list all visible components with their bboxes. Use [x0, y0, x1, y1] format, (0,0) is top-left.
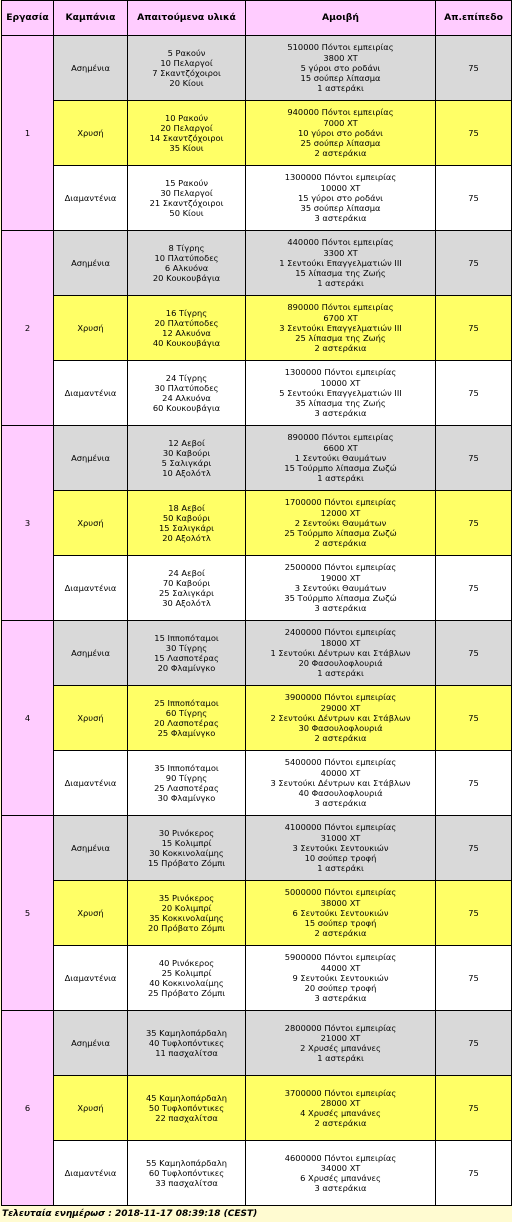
- task-number-cell: 4: [2, 621, 54, 816]
- materials-cell: 30 Ρινόκερος 15 Κολιμπρί 30 Κοκκινολαίμης 15 Πρόβατο Ζόμπι: [128, 816, 246, 881]
- level-cell: 75: [436, 231, 512, 296]
- campaign-cell: Διαμαντένια: [54, 166, 128, 231]
- table-row: [2, 101, 512, 166]
- table-row: [2, 556, 512, 621]
- campaign-cell: Διαμαντένια: [54, 751, 128, 816]
- campaign-cell: Χρυσή: [54, 686, 128, 751]
- campaign-cell: Χρυσή: [54, 101, 128, 166]
- level-cell: 75: [436, 1076, 512, 1141]
- campaign-cell: Χρυσή: [54, 881, 128, 946]
- campaign-cell: Ασημένια: [54, 1011, 128, 1076]
- reward-cell: 890000 Πόντοι εμπειρίας 6600 XT 1 Σεντούκι Θαυμάτων 15 Τούρμπο λίπασμα Ζωζώ 1 αστεράκι: [246, 426, 436, 491]
- table-row: [2, 881, 512, 946]
- table-body: [2, 36, 512, 1206]
- reward-cell: 510000 Πόντοι εμπειρίας 3800 XT 5 γύροι στο ροδάνι 15 σούπερ λίπασμα 1 αστεράκι: [246, 36, 436, 101]
- reward-cell: 3900000 Πόντοι εμπειρίας 29000 XT 2 Σεντούκι Δέντρων και Στάβλων 30 Φασουλοφλουριά 2 αστεράκια: [246, 686, 436, 751]
- table-header-row: [2, 1, 512, 36]
- campaign-cell: Ασημένια: [54, 231, 128, 296]
- table-row: [2, 166, 512, 231]
- reward-cell: 4600000 Πόντοι εμπειρίας 34000 XT 6 Χρυσές μπανάνες 3 αστεράκια: [246, 1141, 436, 1206]
- level-cell: 75: [436, 946, 512, 1011]
- materials-cell: 25 Ιπποπόταμοι 60 Τίγρης 20 Λασποτέρας 25 Φλαμίνγκο: [128, 686, 246, 751]
- materials-cell: 15 Ρακούν 30 Πελαργοί 21 Σκαντζόχοιροι 50 Κίουι: [128, 166, 246, 231]
- header-reward: Αμοιβή: [246, 1, 436, 36]
- reward-cell: 1300000 Πόντοι εμπειρίας 10000 XT 15 γύροι στο ροδάνι 35 σούπερ λίπασμα 3 αστεράκια: [246, 166, 436, 231]
- materials-cell: 16 Τίγρης 20 Πλατύποδες 12 Αλκυόνα 40 Κουκουβάγια: [128, 296, 246, 361]
- reward-cell: 3700000 Πόντοι εμπειρίας 28000 XT 4 Χρυσές μπανάνες 2 αστεράκια: [246, 1076, 436, 1141]
- materials-cell: 40 Ρινόκερος 25 Κολιμπρί 40 Κοκκινολαίμης 25 Πρόβατο Ζόμπι: [128, 946, 246, 1011]
- table-row: [2, 751, 512, 816]
- table-row: [2, 1011, 512, 1076]
- reward-cell: 4100000 Πόντοι εμπειρίας 31000 XT 3 Σεντούκι Σεντουκιών 10 σούπερ τροφή 1 αστεράκι: [246, 816, 436, 881]
- table-row: [2, 361, 512, 426]
- campaign-cell: Διαμαντένια: [54, 946, 128, 1011]
- campaign-cell: Διαμαντένια: [54, 1141, 128, 1206]
- reward-cell: 2400000 Πόντοι εμπειρίας 18000 XT 1 Σεντούκι Δέντρων και Στάβλων 20 Φασουλοφλουριά 1 αστεράκι: [246, 621, 436, 686]
- level-cell: 75: [436, 556, 512, 621]
- materials-cell: 8 Τίγρης 10 Πλατύποδες 6 Αλκυόνα 20 Κουκουβάγια: [128, 231, 246, 296]
- header-level: Απ.επίπεδο: [436, 1, 512, 36]
- materials-cell: 45 Καμηλοπάρδαλη 50 Τυφλοπόντικες 22 πασχαλίτσα: [128, 1076, 246, 1141]
- reward-cell: 5000000 Πόντοι εμπειρίας 38000 XT 6 Σεντούκι Σεντουκιών 15 σούπερ τροφή 2 αστεράκια: [246, 881, 436, 946]
- reward-cell: 2500000 Πόντοι εμπειρίας 19000 XT 3 Σεντούκι Θαυμάτων 35 Τούρμπο λίπασμα Ζωζώ 3 αστεράκια: [246, 556, 436, 621]
- campaign-cell: Ασημένια: [54, 36, 128, 101]
- table-row: [2, 686, 512, 751]
- level-cell: 75: [436, 816, 512, 881]
- campaign-cell: Χρυσή: [54, 1076, 128, 1141]
- table-row: [2, 36, 512, 101]
- reward-cell: 1700000 Πόντοι εμπειρίας 12000 XT 2 Σεντούκι Θαυμάτων 25 Τούρμπο λίπασμα Ζωζώ 2 αστεράκια: [246, 491, 436, 556]
- materials-cell: 15 Ιπποπόταμοι 30 Τίγρης 15 Λασποτέρας 20 Φλαμίνγκο: [128, 621, 246, 686]
- rewards-table: [1, 0, 512, 1206]
- table-row: [2, 946, 512, 1011]
- materials-cell: 18 Αεβοί 50 Καβούρι 15 Σαλιγκάρι 20 Αξολότλ: [128, 491, 246, 556]
- reward-cell: 5900000 Πόντοι εμπειρίας 44000 XT 9 Σεντούκι Σεντουκιών 20 σούπερ τροφή 3 αστεράκια: [246, 946, 436, 1011]
- level-cell: 75: [436, 881, 512, 946]
- table-row: [2, 491, 512, 556]
- level-cell: 75: [436, 491, 512, 556]
- materials-cell: 35 Ιπποπόταμοι 90 Τίγρης 25 Λασποτέρας 30 Φλαμίνγκο: [128, 751, 246, 816]
- materials-cell: 55 Καμηλοπάρδαλη 60 Τυφλοπόντικες 33 πασχαλίτσα: [128, 1141, 246, 1206]
- reward-cell: 440000 Πόντοι εμπειρίας 3300 XT 1 Σεντούκι Επαγγελματιών III 15 λίπασμα της Ζωής 1 αστεράκι: [246, 231, 436, 296]
- level-cell: 75: [436, 621, 512, 686]
- campaign-cell: Ασημένια: [54, 426, 128, 491]
- level-cell: 75: [436, 101, 512, 166]
- table-row: [2, 1076, 512, 1141]
- campaign-cell: Ασημένια: [54, 621, 128, 686]
- header-task: Εργασία: [2, 1, 54, 36]
- level-cell: 75: [436, 1141, 512, 1206]
- table-row: [2, 296, 512, 361]
- level-cell: 75: [436, 361, 512, 426]
- materials-cell: 10 Ρακούν 20 Πελαργοί 14 Σκαντζόχοιροι 35 Κίουι: [128, 101, 246, 166]
- reward-cell: 1300000 Πόντοι εμπειρίας 10000 XT 5 Σεντούκι Επαγγελματιών III 35 λίπασμα της Ζωής 3 αστεράκια: [246, 361, 436, 426]
- level-cell: 75: [436, 296, 512, 361]
- task-number-cell: 1: [2, 36, 54, 231]
- materials-cell: 5 Ρακούν 10 Πελαργοί 7 Σκαντζόχοιροι 20 Κίουι: [128, 36, 246, 101]
- last-updated: Τελευταία ενημέρωσ : 2018-11-17 08:39:18 (CEST): [2, 1209, 258, 1219]
- header-campaign: Καμπάνια: [54, 1, 128, 36]
- header-materials: Απαιτούμενα υλικά: [128, 1, 246, 36]
- level-cell: 75: [436, 426, 512, 491]
- campaign-cell: Χρυσή: [54, 296, 128, 361]
- reward-cell: 940000 Πόντοι εμπειρίας 7000 XT 10 γύροι στο ροδάνι 25 σούπερ λίπασμα 2 αστεράκια: [246, 101, 436, 166]
- task-number-cell: 2: [2, 231, 54, 426]
- table-row: [2, 816, 512, 881]
- reward-cell: 890000 Πόντοι εμπειρίας 6700 XT 3 Σεντούκι Επαγγελματιών III 25 λίπασμα της Ζωής 2 αστεράκια: [246, 296, 436, 361]
- reward-cell: 5400000 Πόντοι εμπειρίας 40000 XT 3 Σεντούκι Δέντρων και Στάβλων 40 Φασουλοφλουριά 3 αστεράκια: [246, 751, 436, 816]
- level-cell: 75: [436, 36, 512, 101]
- level-cell: 75: [436, 166, 512, 231]
- task-number-cell: 6: [2, 1011, 54, 1206]
- level-cell: 75: [436, 686, 512, 751]
- task-number-cell: 3: [2, 426, 54, 621]
- table-row: [2, 621, 512, 686]
- materials-cell: 24 Αεβοί 70 Καβούρι 25 Σαλιγκάρι 30 Αξολότλ: [128, 556, 246, 621]
- level-cell: 75: [436, 751, 512, 816]
- campaign-cell: Διαμαντένια: [54, 361, 128, 426]
- task-number-cell: 5: [2, 816, 54, 1011]
- table-row: [2, 426, 512, 491]
- campaign-cell: Ασημένια: [54, 816, 128, 881]
- materials-cell: 35 Ρινόκερος 20 Κολιμπρί 35 Κοκκινολαίμης 20 Πρόβατο Ζόμπι: [128, 881, 246, 946]
- materials-cell: 12 Αεβοί 30 Καβούρι 5 Σαλιγκάρι 10 Αξολότλ: [128, 426, 246, 491]
- materials-cell: 35 Καμηλοπάρδαλη 40 Τυφλοπόντικες 11 πασχαλίτσα: [128, 1011, 246, 1076]
- reward-cell: 2800000 Πόντοι εμπειρίας 21000 XT 2 Χρυσές μπανάνες 1 αστεράκι: [246, 1011, 436, 1076]
- level-cell: 75: [436, 1011, 512, 1076]
- table-row: [2, 231, 512, 296]
- campaign-cell: Διαμαντένια: [54, 556, 128, 621]
- materials-cell: 24 Τίγρης 30 Πλατύποδες 24 Αλκυόνα 60 Κουκουβάγια: [128, 361, 246, 426]
- table-row: [2, 1141, 512, 1206]
- campaign-cell: Χρυσή: [54, 491, 128, 556]
